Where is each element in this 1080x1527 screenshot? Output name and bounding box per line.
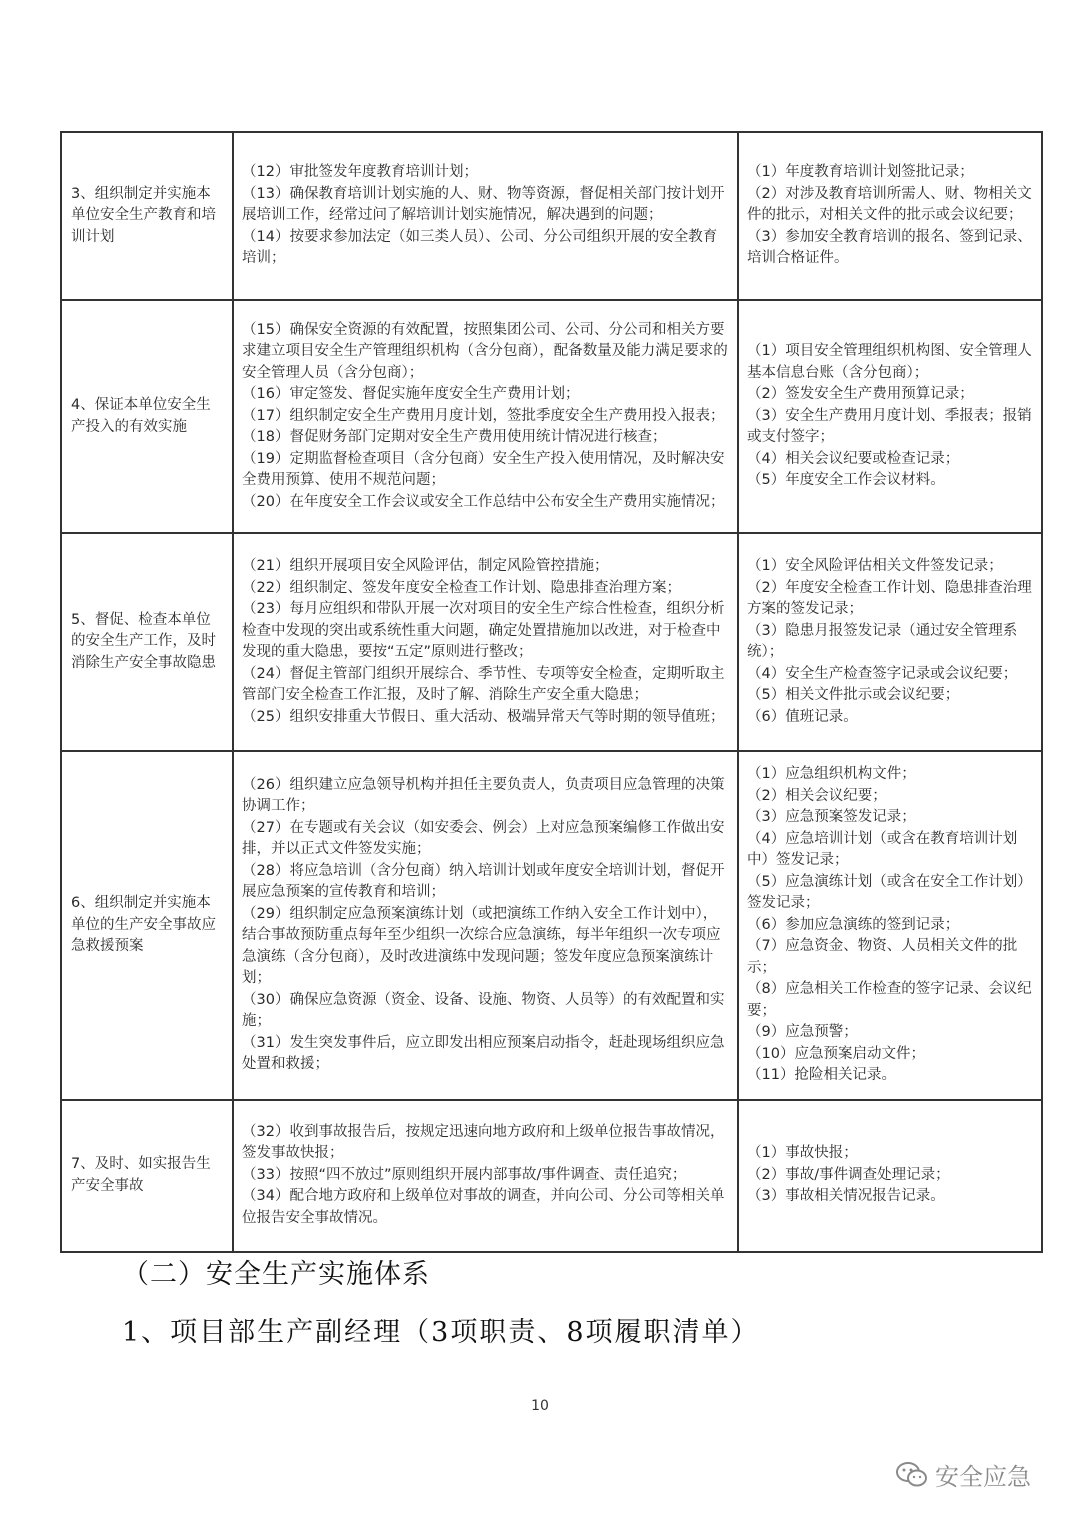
task-item: （33）按照“四不放过”原则组织开展内部事故/事件调查、责任追究； (242, 1166, 687, 1183)
section-heading: （二）安全生产实施体系 (122, 1259, 430, 1290)
task-item: （20）在年度安全工作会议或安全工作总结中公布安全生产费用实施情况； (242, 493, 725, 510)
task-item: （27）在专题或有关会议（如安委会、例会）上对应急预案编修工作做出安排，并以正式文件签发实施； (242, 819, 725, 858)
evidence-item: （2）事故/事件调查处理记录； (747, 1166, 950, 1183)
evidence-cell (738, 1100, 1042, 1252)
table-row (61, 132, 1042, 300)
task-item: （24）督促主管部门组织开展综合、季节性、专项等安全检查，定期听取主管部门安全检查工作汇报，及时了解、消除生产安全重大隐患； (242, 665, 725, 703)
duty-cell: 7、及时、如实报告生产安全事故 (61, 1100, 233, 1252)
duty-cell: 6、组织制定并实施本单位的生产安全事故应急救援预案 (61, 751, 233, 1100)
tasks-cell (233, 1100, 738, 1252)
duty-cell: 3、组织制定并实施本单位安全生产教育和培训计划 (61, 132, 233, 300)
wechat-icon (895, 1460, 929, 1490)
evidence-item: （3）隐患月报签发记录（通过安全管理系统）； (747, 622, 1018, 660)
evidence-item: （5）相关文件批示或会议纪要； (747, 687, 960, 703)
table-row (61, 533, 1042, 751)
evidence-item: （1）项目安全管理组织机构图、安全管理人基本信息台账（含分包商）； (747, 343, 1032, 381)
evidence-item: （6）值班记录。 (747, 708, 858, 725)
evidence-item: （3）应急预案签发记录； (747, 809, 916, 825)
task-item: （13）确保教育培训计划实施的人、财、物等资源，督促相关部门按计划开展培训工作，经常过问了解培训计划实施情况，解决遇到的问题； (242, 185, 725, 224)
task-item: （32）收到事故报告后，按规定迅速向地方政府和上级单位报告事故情况，签发事故快报； (242, 1123, 725, 1162)
task-item: （31）发生突发事件后，应立即发出相应预案启动指令，赶赴现场组织应急处置和救援； (242, 1034, 725, 1073)
task-item: （18）督促财务部门定期对安全生产费用使用统计情况进行核查； (242, 429, 667, 446)
evidence-item: （3）安全生产费用月度计划、季报表；报销或支付签字； (747, 407, 1032, 446)
evidence-item: （7）应急资金、物资、人员相关文件的批示； (747, 938, 1018, 976)
evidence-item: （4）安全生产检查签字记录或会议纪要； (747, 665, 1018, 682)
task-item: （12）审批签发年度教育培训计划； (242, 164, 478, 181)
table-row (61, 300, 1042, 533)
evidence-item: （5）应急演练计划（或含在安全工作计划）签发记录； (747, 873, 1032, 911)
evidence-item: （1）年度教育培训计划签批记录； (747, 164, 974, 181)
task-item: （14）按要求参加法定（如三类人员）、公司、分公司组织开展的安全教育培训； (242, 228, 718, 267)
task-item: （19）定期监督检查项目（含分包商）安全生产投入使用情况，及时解决安全费用预算、使用不规范问题； (242, 450, 725, 489)
task-item: （30）确保应急资源（资金、设备、设施、物资、人员等）的有效配置和实施； (242, 991, 725, 1030)
task-item: （15）确保安全资源的有效配置，按照集团公司、公司、分公司和相关方要求建立项目安全生产管理组织机构（含分包商），配备数量及能力满足要求的安全管理人员（含分包商）； (242, 321, 728, 381)
task-item: （34）配合地方政府和上级单位对事故的调查，并向公司、分公司等相关单位报告安全事故情况。 (242, 1188, 725, 1226)
duty-cell: 5、督促、检查本单位的安全生产工作，及时消除生产安全事故隐患 (61, 533, 233, 751)
task-item: （28）将应急培训（含分包商）纳入培训计划或年度安全培训计划，督促开展应急预案的宣传教育和培训； (242, 862, 725, 901)
table-row (61, 751, 1042, 1100)
evidence-item: （1）事故快报； (747, 1145, 858, 1162)
task-item: （25）组织安排重大节假日、重大活动、极端异常天气等时期的领导值班； (242, 708, 725, 725)
task-item: （16）审定签发、督促实施年度安全生产费用计划； (242, 386, 580, 403)
watermark (895, 1457, 1031, 1492)
subsection-heading: 1、项目部生产副经理（3项职责、8项履职清单） (122, 1317, 760, 1348)
evidence-item: （8）应急相关工作检查的签字记录、会议纪要； (747, 981, 1032, 1019)
task-item: （22）组织制定、签发年度安全检查工作计划、隐患排查治理方案； (242, 579, 681, 596)
evidence-item: （4）相关会议纪要或检查记录； (747, 450, 960, 467)
tasks-cell (233, 300, 738, 533)
task-item: （23）每月应组织和带队开展一次对项目的安全生产综合性检查，组织分析检查中发现的突出或系统性重大问题，确定处置措施加以改进，对于检查中发现的重大隐患，要按“五定”原则进行整改； (242, 601, 725, 660)
evidence-item: （2）对涉及教育培训所需人、财、物相关文件的批示，对相关文件的批示或会议纪要； (747, 185, 1032, 224)
tasks-cell (233, 751, 738, 1100)
evidence-item: （6）参加应急演练的签到记录； (747, 916, 960, 933)
table-row (61, 1100, 1042, 1252)
task-item: （17）组织制定安全生产费用月度计划，签批季度安全生产费用投入报表； (242, 407, 725, 424)
evidence-item: （2）签发安全生产费用预算记录； (747, 386, 974, 403)
evidence-item: （9）应急预警； (747, 1024, 858, 1040)
evidence-item: （10）应急预案启动文件； (747, 1045, 925, 1062)
page-number: 10 (531, 1398, 549, 1414)
evidence-item: （5）年度安全工作会议材料。 (747, 472, 945, 489)
evidence-item: （2）年度安全检查工作计划、隐患排查治理方案的签发记录； (747, 579, 1032, 617)
watermark-text: 安全应急 (935, 1463, 1031, 1491)
evidence-cell (738, 533, 1042, 751)
evidence-cell (738, 132, 1042, 300)
task-item: （26）组织建立应急领导机构并担任主要负责人，负责项目应急管理的决策协调工作； (242, 776, 725, 815)
tasks-cell (233, 132, 738, 300)
evidence-cell (738, 751, 1042, 1100)
duty-table (60, 131, 1043, 1253)
task-item: （21）组织开展项目安全风险评估，制定风险管控措施； (242, 558, 609, 574)
duty-cell: 4、保证本单位安全生产投入的有效实施 (61, 300, 233, 533)
evidence-item: （4）应急培训计划（或含在教育培训计划中）签发记录； (747, 830, 1018, 868)
duty-table-body (61, 132, 1042, 1252)
evidence-item: （3）事故相关情况报告记录。 (747, 1188, 945, 1205)
evidence-item: （1）应急组织机构文件； (747, 766, 916, 782)
task-item: （29）组织制定应急预案演练计划（或把演练工作纳入安全工作计划中），结合事故预防重点每年至少组织一次综合应急演练，每半年组织一次专项应急演练（含分包商），及时改进演练中发现问题；签发年度应急预案演练计划； (242, 905, 721, 987)
evidence-item: （2）相关会议纪要； (747, 787, 887, 804)
evidence-item: （1）安全风险评估相关文件签发记录； (747, 558, 1003, 574)
evidence-item: （3）参加安全教育培训的报名、签到记录、培训合格证件。 (747, 228, 1032, 267)
evidence-item: （11）抢险相关记录。 (747, 1067, 896, 1083)
tasks-cell (233, 533, 738, 751)
evidence-cell (738, 300, 1042, 533)
